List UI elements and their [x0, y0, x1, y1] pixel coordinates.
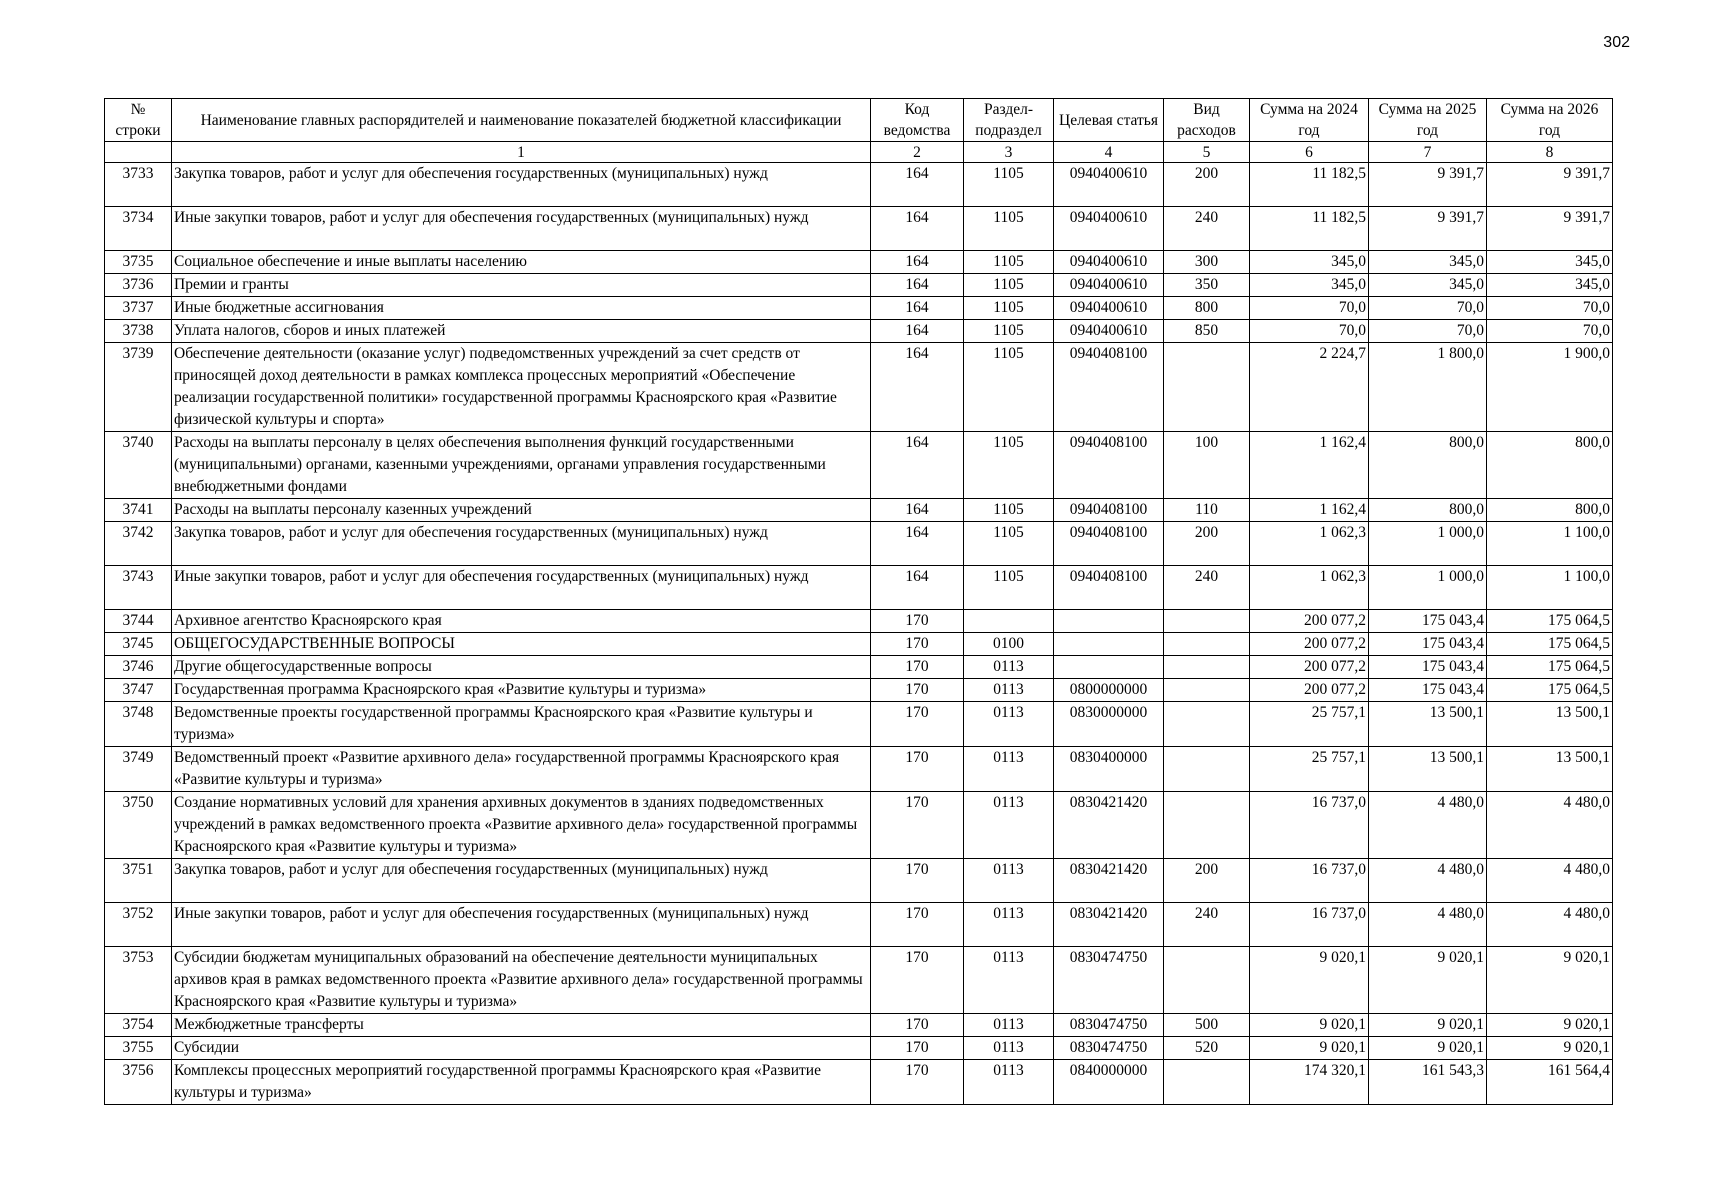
- row-name: Обеспечение деятельности (оказание услуг) подведомственных учреждений за счет средств от приносящей доход деятельности в рамках комплекса процессных мероприятий «Обеспечение реализации государственной политики» государственной программы Красноярского края «Развитие физической культуры и спорта»: [172, 343, 871, 432]
- row-section: [964, 610, 1054, 633]
- row-target: 0830400000: [1054, 747, 1164, 792]
- row-target: 0940408100: [1054, 566, 1164, 610]
- row-target: 0940408100: [1054, 432, 1164, 499]
- row-number: 3755: [105, 1037, 172, 1060]
- row-dept-code: 164: [871, 343, 964, 432]
- row-number: 3754: [105, 1014, 172, 1037]
- table-row: [105, 747, 1613, 792]
- row-sum-2026: 4 480,0: [1487, 859, 1613, 903]
- row-target: 0940408100: [1054, 522, 1164, 566]
- row-sum-2026: 175 064,5: [1487, 633, 1613, 656]
- row-dept-code: 170: [871, 1014, 964, 1037]
- row-sum-2025: 9 020,1: [1369, 1014, 1487, 1037]
- row-sum-2024: 11 182,5: [1250, 163, 1369, 207]
- row-dept-code: 164: [871, 522, 964, 566]
- row-sum-2025: 4 480,0: [1369, 792, 1487, 859]
- row-sum-2026: 161 564,4: [1487, 1060, 1613, 1105]
- row-sum-2026: 9 391,7: [1487, 163, 1613, 207]
- row-sum-2024: 2 224,7: [1250, 343, 1369, 432]
- row-section: 1105: [964, 274, 1054, 297]
- row-name: Закупка товаров, работ и услуг для обеспечения государственных (муниципальных) нужд: [172, 522, 871, 566]
- row-expense-type: 110: [1164, 499, 1250, 522]
- row-number: 3746: [105, 656, 172, 679]
- row-name: Иные закупки товаров, работ и услуг для обеспечения государственных (муниципальных) нужд: [172, 566, 871, 610]
- row-sum-2026: 1 100,0: [1487, 566, 1613, 610]
- row-expense-type: [1164, 343, 1250, 432]
- row-expense-type: 520: [1164, 1037, 1250, 1060]
- row-sum-2024: 70,0: [1250, 320, 1369, 343]
- row-section: 0113: [964, 792, 1054, 859]
- row-expense-type: [1164, 702, 1250, 747]
- row-expense-type: 200: [1164, 163, 1250, 207]
- row-target: [1054, 610, 1164, 633]
- row-sum-2026: 175 064,5: [1487, 610, 1613, 633]
- row-sum-2024: 345,0: [1250, 274, 1369, 297]
- row-number: 3741: [105, 499, 172, 522]
- row-section: 0113: [964, 702, 1054, 747]
- row-dept-code: 170: [871, 610, 964, 633]
- row-sum-2024: 11 182,5: [1250, 207, 1369, 251]
- row-target: 0940400610: [1054, 163, 1164, 207]
- column-number-row: [105, 142, 1613, 163]
- row-dept-code: 170: [871, 747, 964, 792]
- row-sum-2024: 200 077,2: [1250, 656, 1369, 679]
- row-sum-2024: 200 077,2: [1250, 633, 1369, 656]
- row-section: 1105: [964, 499, 1054, 522]
- row-section: 1105: [964, 207, 1054, 251]
- row-sum-2025: 161 543,3: [1369, 1060, 1487, 1105]
- row-name: Государственная программа Красноярского края «Развитие культуры и туризма»: [172, 679, 871, 702]
- row-number: 3756: [105, 1060, 172, 1105]
- row-name: Создание нормативных условий для хранения архивных документов в зданиях подведомственных учреждений в рамках ведомственного проекта «Развитие архивного дела» государственной программы Красноярского края «Развитие культуры и туризма»: [172, 792, 871, 859]
- row-target: 0830421420: [1054, 903, 1164, 947]
- row-name: Уплата налогов, сборов и иных платежей: [172, 320, 871, 343]
- row-sum-2025: 9 020,1: [1369, 947, 1487, 1014]
- row-sum-2026: 70,0: [1487, 320, 1613, 343]
- row-sum-2024: 1 162,4: [1250, 432, 1369, 499]
- table-row: [105, 702, 1613, 747]
- row-sum-2024: 9 020,1: [1250, 1014, 1369, 1037]
- row-name: Иные закупки товаров, работ и услуг для обеспечения государственных (муниципальных) нужд: [172, 207, 871, 251]
- row-section: 1105: [964, 297, 1054, 320]
- row-expense-type: [1164, 679, 1250, 702]
- row-target: 0940408100: [1054, 499, 1164, 522]
- row-name: Другие общегосударственные вопросы: [172, 656, 871, 679]
- row-dept-code: 164: [871, 163, 964, 207]
- row-sum-2025: 345,0: [1369, 274, 1487, 297]
- row-number: 3735: [105, 251, 172, 274]
- header-dept-code: Код ведомства: [871, 99, 964, 142]
- row-expense-type: 100: [1164, 432, 1250, 499]
- row-section: 0113: [964, 1060, 1054, 1105]
- row-dept-code: 170: [871, 633, 964, 656]
- table-row: [105, 610, 1613, 633]
- row-dept-code: 170: [871, 792, 964, 859]
- row-target: 0830474750: [1054, 1037, 1164, 1060]
- row-number: 3738: [105, 320, 172, 343]
- row-sum-2024: 345,0: [1250, 251, 1369, 274]
- row-number: 3752: [105, 903, 172, 947]
- table-row: [105, 947, 1613, 1014]
- table-row: [105, 163, 1613, 207]
- row-sum-2025: 9 020,1: [1369, 1037, 1487, 1060]
- header-section: Раздел-подраздел: [964, 99, 1054, 142]
- row-target: 0940408100: [1054, 343, 1164, 432]
- table-row: [105, 633, 1613, 656]
- row-sum-2024: 1 062,3: [1250, 522, 1369, 566]
- table-row: [105, 1060, 1613, 1105]
- row-expense-type: 200: [1164, 522, 1250, 566]
- row-name: Иные бюджетные ассигнования: [172, 297, 871, 320]
- row-target: 0940400610: [1054, 251, 1164, 274]
- table-body: [105, 163, 1613, 1105]
- row-section: 0113: [964, 656, 1054, 679]
- row-sum-2025: 70,0: [1369, 320, 1487, 343]
- row-target: 0830421420: [1054, 792, 1164, 859]
- column-number: 3: [964, 142, 1054, 163]
- row-target: 0830474750: [1054, 1014, 1164, 1037]
- header-expense-type: Вид расходов: [1164, 99, 1250, 142]
- row-sum-2025: 175 043,4: [1369, 679, 1487, 702]
- row-name: Субсидии бюджетам муниципальных образований на обеспечение деятельности муниципальных архивов края в рамках ведомственного проекта «Развитие архивного дела» государственной программы Красноярского края «Развитие культуры и туризма»: [172, 947, 871, 1014]
- row-name: Расходы на выплаты персоналу в целях обеспечения выполнения функций государственными (муниципальными) органами, казенными учреждениями, органами управления государственными внебюджетными фондами: [172, 432, 871, 499]
- row-dept-code: 170: [871, 656, 964, 679]
- row-expense-type: 300: [1164, 251, 1250, 274]
- row-sum-2025: 13 500,1: [1369, 747, 1487, 792]
- column-number: 2: [871, 142, 964, 163]
- row-expense-type: [1164, 792, 1250, 859]
- row-section: 1105: [964, 343, 1054, 432]
- row-section: 1105: [964, 566, 1054, 610]
- row-number: 3750: [105, 792, 172, 859]
- row-dept-code: 164: [871, 499, 964, 522]
- row-section: 1105: [964, 320, 1054, 343]
- header-sum-2024: Сумма на 2024 год: [1250, 99, 1369, 142]
- row-sum-2026: 9 020,1: [1487, 1014, 1613, 1037]
- row-dept-code: 164: [871, 320, 964, 343]
- row-expense-type: 500: [1164, 1014, 1250, 1037]
- row-dept-code: 164: [871, 274, 964, 297]
- row-sum-2025: 175 043,4: [1369, 656, 1487, 679]
- row-target: [1054, 656, 1164, 679]
- row-name: Социальное обеспечение и иные выплаты населению: [172, 251, 871, 274]
- row-name: Межбюджетные трансферты: [172, 1014, 871, 1037]
- table-row: [105, 566, 1613, 610]
- column-number: 5: [1164, 142, 1250, 163]
- row-name: ОБЩЕГОСУДАРСТВЕННЫЕ ВОПРОСЫ: [172, 633, 871, 656]
- row-number: 3740: [105, 432, 172, 499]
- row-target: 0830000000: [1054, 702, 1164, 747]
- table-row: [105, 903, 1613, 947]
- row-number: 3751: [105, 859, 172, 903]
- row-expense-type: 200: [1164, 859, 1250, 903]
- row-target: 0940400610: [1054, 297, 1164, 320]
- row-dept-code: 170: [871, 702, 964, 747]
- table-row: [105, 297, 1613, 320]
- row-sum-2026: 70,0: [1487, 297, 1613, 320]
- row-sum-2025: 175 043,4: [1369, 633, 1487, 656]
- row-sum-2024: 25 757,1: [1250, 747, 1369, 792]
- row-sum-2026: 9 020,1: [1487, 947, 1613, 1014]
- table-row: [105, 859, 1613, 903]
- row-sum-2026: 13 500,1: [1487, 702, 1613, 747]
- column-number: 1: [172, 142, 871, 163]
- row-expense-type: [1164, 947, 1250, 1014]
- row-number: 3753: [105, 947, 172, 1014]
- row-sum-2026: 9 391,7: [1487, 207, 1613, 251]
- row-target: 0940400610: [1054, 207, 1164, 251]
- row-number: 3748: [105, 702, 172, 747]
- row-sum-2025: 4 480,0: [1369, 859, 1487, 903]
- header-sum-2026: Сумма на 2026 год: [1487, 99, 1613, 142]
- row-target: 0940400610: [1054, 274, 1164, 297]
- row-section: 0113: [964, 903, 1054, 947]
- table-row: [105, 207, 1613, 251]
- row-name: Ведомственные проекты государственной программы Красноярского края «Развитие культуры и туризма»: [172, 702, 871, 747]
- row-sum-2024: 25 757,1: [1250, 702, 1369, 747]
- row-name: Архивное агентство Красноярского края: [172, 610, 871, 633]
- row-expense-type: 240: [1164, 566, 1250, 610]
- header-name: Наименование главных распорядителей и наименование показателей бюджетной классификации: [172, 99, 871, 142]
- table-row: [105, 522, 1613, 566]
- column-number: 4: [1054, 142, 1164, 163]
- row-sum-2024: 16 737,0: [1250, 792, 1369, 859]
- row-sum-2024: 16 737,0: [1250, 859, 1369, 903]
- row-sum-2025: 800,0: [1369, 432, 1487, 499]
- row-number: 3736: [105, 274, 172, 297]
- row-target: 0840000000: [1054, 1060, 1164, 1105]
- row-name: Ведомственный проект «Развитие архивного дела» государственной программы Красноярского края «Развитие культуры и туризма»: [172, 747, 871, 792]
- table-row: [105, 679, 1613, 702]
- row-sum-2026: 175 064,5: [1487, 679, 1613, 702]
- row-sum-2026: 800,0: [1487, 499, 1613, 522]
- row-expense-type: [1164, 747, 1250, 792]
- row-dept-code: 164: [871, 207, 964, 251]
- row-sum-2026: 4 480,0: [1487, 792, 1613, 859]
- row-sum-2024: 16 737,0: [1250, 903, 1369, 947]
- table-row: [105, 274, 1613, 297]
- row-sum-2025: 4 480,0: [1369, 903, 1487, 947]
- row-sum-2025: 1 000,0: [1369, 522, 1487, 566]
- table-row: [105, 320, 1613, 343]
- row-sum-2025: 1 000,0: [1369, 566, 1487, 610]
- row-name: Иные закупки товаров, работ и услуг для обеспечения государственных (муниципальных) нужд: [172, 903, 871, 947]
- row-sum-2025: 1 800,0: [1369, 343, 1487, 432]
- table-row: [105, 343, 1613, 432]
- row-sum-2026: 1 100,0: [1487, 522, 1613, 566]
- row-section: 0100: [964, 633, 1054, 656]
- row-sum-2026: 800,0: [1487, 432, 1613, 499]
- row-expense-type: 240: [1164, 903, 1250, 947]
- row-expense-type: 850: [1164, 320, 1250, 343]
- row-sum-2026: 1 900,0: [1487, 343, 1613, 432]
- row-target: 0830421420: [1054, 859, 1164, 903]
- row-sum-2025: 175 043,4: [1369, 610, 1487, 633]
- row-sum-2025: 800,0: [1369, 499, 1487, 522]
- row-sum-2026: 345,0: [1487, 251, 1613, 274]
- row-dept-code: 164: [871, 432, 964, 499]
- header-target: Целевая статья: [1054, 99, 1164, 142]
- row-number: 3734: [105, 207, 172, 251]
- table-row: [105, 1014, 1613, 1037]
- row-sum-2024: 9 020,1: [1250, 947, 1369, 1014]
- row-target: 0830474750: [1054, 947, 1164, 1014]
- row-sum-2025: 13 500,1: [1369, 702, 1487, 747]
- row-number: 3749: [105, 747, 172, 792]
- row-section: 1105: [964, 432, 1054, 499]
- row-target: [1054, 633, 1164, 656]
- row-name: Комплексы процессных мероприятий государственной программы Красноярского края «Развитие культуры и туризма»: [172, 1060, 871, 1105]
- row-sum-2025: 70,0: [1369, 297, 1487, 320]
- row-section: 0113: [964, 1014, 1054, 1037]
- row-sum-2025: 345,0: [1369, 251, 1487, 274]
- table-row: [105, 251, 1613, 274]
- row-number: 3744: [105, 610, 172, 633]
- row-dept-code: 164: [871, 566, 964, 610]
- row-number: 3739: [105, 343, 172, 432]
- row-target: 0940400610: [1054, 320, 1164, 343]
- row-sum-2024: 1 062,3: [1250, 566, 1369, 610]
- row-dept-code: 170: [871, 903, 964, 947]
- row-sum-2024: 200 077,2: [1250, 610, 1369, 633]
- row-dept-code: 164: [871, 251, 964, 274]
- row-dept-code: 170: [871, 1060, 964, 1105]
- row-expense-type: [1164, 610, 1250, 633]
- row-number: 3737: [105, 297, 172, 320]
- row-sum-2026: 175 064,5: [1487, 656, 1613, 679]
- row-dept-code: 170: [871, 1037, 964, 1060]
- row-sum-2024: 174 320,1: [1250, 1060, 1369, 1105]
- row-number: 3733: [105, 163, 172, 207]
- row-dept-code: 164: [871, 297, 964, 320]
- row-sum-2024: 9 020,1: [1250, 1037, 1369, 1060]
- row-section: 0113: [964, 679, 1054, 702]
- row-number: 3745: [105, 633, 172, 656]
- row-target: 0800000000: [1054, 679, 1164, 702]
- table-row: [105, 1037, 1613, 1060]
- page-number: 302: [1603, 34, 1630, 51]
- row-expense-type: 800: [1164, 297, 1250, 320]
- row-name: Субсидии: [172, 1037, 871, 1060]
- row-expense-type: [1164, 633, 1250, 656]
- row-section: 1105: [964, 163, 1054, 207]
- row-section: 0113: [964, 1037, 1054, 1060]
- row-section: 0113: [964, 747, 1054, 792]
- row-name: Расходы на выплаты персоналу казенных учреждений: [172, 499, 871, 522]
- row-sum-2025: 9 391,7: [1369, 163, 1487, 207]
- row-name: Закупка товаров, работ и услуг для обеспечения государственных (муниципальных) нужд: [172, 163, 871, 207]
- row-section: 0113: [964, 947, 1054, 1014]
- row-number: 3743: [105, 566, 172, 610]
- row-section: 1105: [964, 522, 1054, 566]
- row-expense-type: 350: [1164, 274, 1250, 297]
- row-sum-2024: 1 162,4: [1250, 499, 1369, 522]
- row-name: Премии и гранты: [172, 274, 871, 297]
- row-number: 3742: [105, 522, 172, 566]
- row-section: 0113: [964, 859, 1054, 903]
- row-sum-2026: 13 500,1: [1487, 747, 1613, 792]
- row-sum-2024: 200 077,2: [1250, 679, 1369, 702]
- row-expense-type: 240: [1164, 207, 1250, 251]
- column-number: 7: [1369, 142, 1487, 163]
- budget-table: [104, 98, 1613, 1105]
- row-sum-2025: 9 391,7: [1369, 207, 1487, 251]
- header-row-no: № строки: [105, 99, 172, 142]
- row-number: 3747: [105, 679, 172, 702]
- column-number: 8: [1487, 142, 1613, 163]
- row-sum-2026: 345,0: [1487, 274, 1613, 297]
- column-number-blank: [105, 142, 172, 163]
- table-row: [105, 656, 1613, 679]
- column-number: 6: [1250, 142, 1369, 163]
- table-row: [105, 792, 1613, 859]
- table-row: [105, 432, 1613, 499]
- row-sum-2026: 9 020,1: [1487, 1037, 1613, 1060]
- row-dept-code: 170: [871, 679, 964, 702]
- row-sum-2024: 70,0: [1250, 297, 1369, 320]
- row-dept-code: 170: [871, 859, 964, 903]
- header-row: [105, 99, 1613, 142]
- row-dept-code: 170: [871, 947, 964, 1014]
- row-section: 1105: [964, 251, 1054, 274]
- row-name: Закупка товаров, работ и услуг для обеспечения государственных (муниципальных) нужд: [172, 859, 871, 903]
- header-sum-2025: Сумма на 2025 год: [1369, 99, 1487, 142]
- row-expense-type: [1164, 656, 1250, 679]
- row-sum-2026: 4 480,0: [1487, 903, 1613, 947]
- row-expense-type: [1164, 1060, 1250, 1105]
- table-row: [105, 499, 1613, 522]
